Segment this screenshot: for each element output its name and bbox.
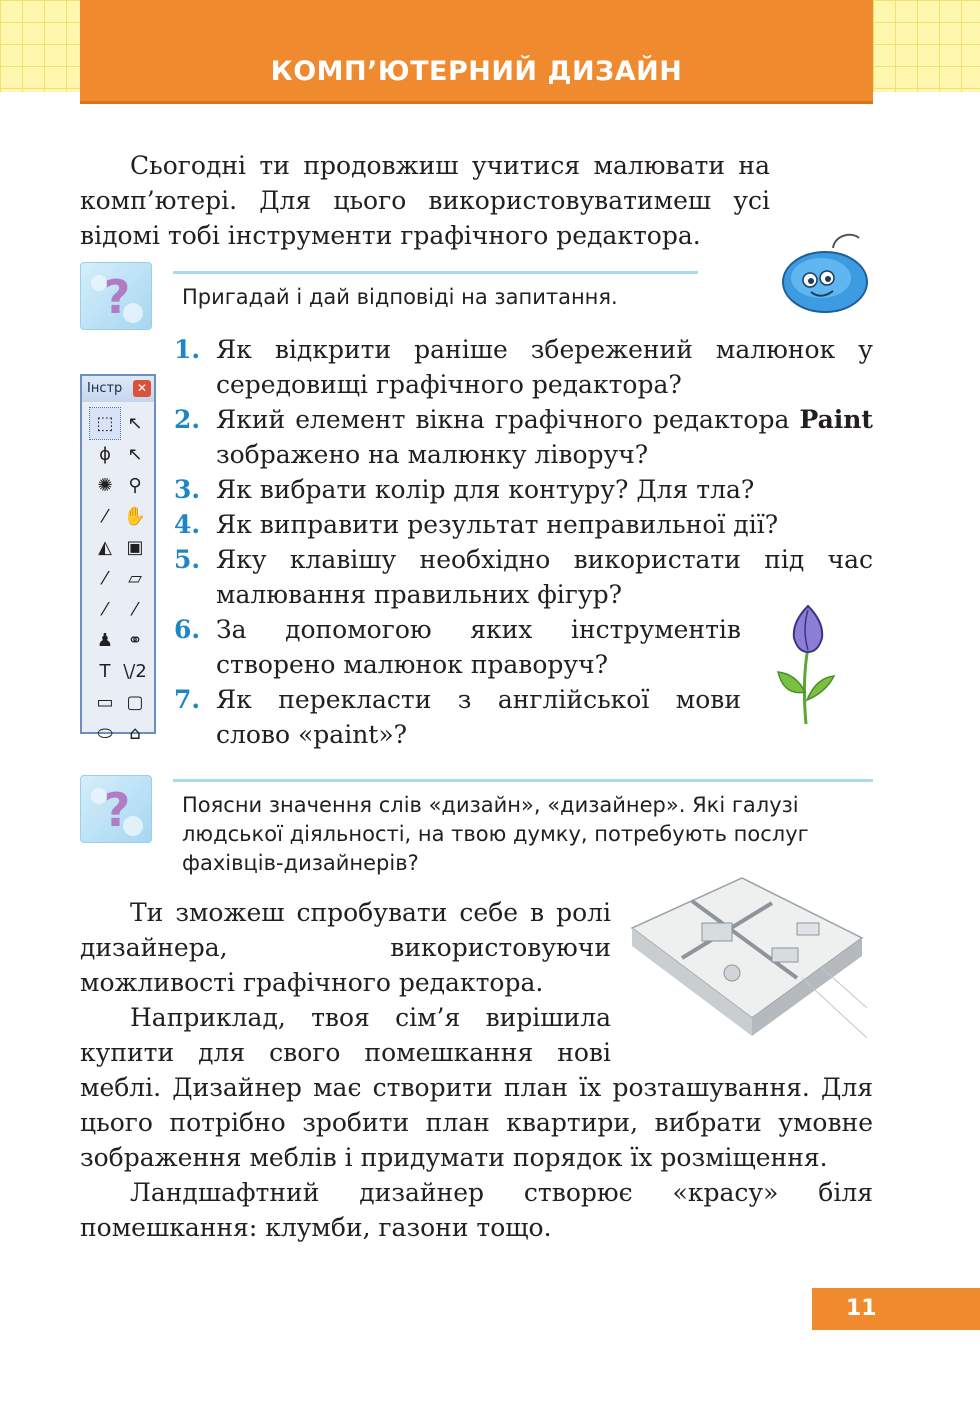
svg-text:?: ? — [103, 783, 131, 837]
select-rect-icon — [90, 408, 120, 439]
frame-icon-glyph: ▣ — [126, 536, 144, 558]
list-item — [174, 542, 873, 612]
hand-icon-glyph: ✋ — [123, 505, 147, 527]
stamp-icon — [90, 625, 120, 656]
pointer-plus-icon — [120, 439, 150, 470]
question-number: 2. — [174, 405, 201, 434]
magic-select-icon — [90, 470, 120, 501]
pointer-icon — [120, 408, 150, 439]
wand-icon-glyph: ⁄ — [103, 505, 107, 527]
question-text: Яку клавішу необхідно використати під час малювання правильних фігур? — [216, 545, 873, 609]
list-item — [174, 507, 873, 542]
stamp-icon-glyph: ♟ — [96, 629, 114, 651]
body-text — [80, 895, 873, 1245]
question-text: Як перекласти з англійської мови слово «paint»? — [216, 685, 741, 749]
brush-icon — [90, 563, 120, 594]
svg-text:?: ? — [103, 270, 131, 324]
grid-decoration-right — [873, 0, 980, 92]
question-number: 7. — [174, 685, 201, 714]
question-number: 1. — [174, 335, 201, 364]
intro-paragraph — [80, 148, 873, 253]
question-text: Як виправити результат неправильної дії? — [216, 510, 779, 539]
zoom-icon — [120, 470, 150, 501]
question-text: Як вибрати колір для контуру? Для тла? — [216, 475, 755, 504]
question-number: 4. — [174, 510, 201, 539]
pointer-plus-icon-glyph: ↖ — [127, 443, 143, 465]
magic-select-icon-glyph: ✺ — [97, 474, 113, 496]
frame-icon — [120, 532, 150, 563]
list-item — [174, 402, 873, 472]
task-rule-1 — [173, 271, 698, 274]
question-number: 3. — [174, 475, 201, 504]
question-text: Який елемент вікна графічного редактора — [216, 405, 800, 434]
question-number: 6. — [174, 615, 201, 644]
text-icon — [90, 656, 120, 687]
chapter-title: КОМП’ЮТЕРНИЙ ДИЗАЙН — [270, 56, 683, 87]
ellipse-icon-glyph: ⬭ — [97, 722, 113, 744]
rectangle-icon-glyph: ▭ — [96, 691, 114, 713]
body-paragraph-1: Ти зможеш спробувати себе в ролі дизайнера, використовуючи можливості графічного редактора. — [80, 898, 611, 997]
task-rule-2 — [173, 779, 873, 782]
text-icon-glyph: T — [99, 660, 111, 682]
zoom-icon-glyph: ⚲ — [128, 474, 142, 496]
mouse-mascot-icon — [775, 228, 875, 320]
list-item — [174, 472, 873, 507]
ellipse-icon — [90, 718, 120, 749]
list-item — [174, 612, 741, 682]
pencil-icon — [90, 594, 120, 625]
toolbox-grid — [90, 408, 150, 749]
paint-term: Paint — [799, 405, 873, 434]
wand-icon — [90, 501, 120, 532]
intro-text: Сьогодні ти продовжиш учитися малювати на комп’ютері. Для цього використовуватимеш усі відомі тобі інструменти графічного редактора. — [80, 151, 770, 250]
freeform-icon — [120, 718, 150, 749]
rectangle-icon — [90, 687, 120, 718]
eraser-icon-glyph: ▱ — [128, 567, 142, 589]
line-icon-glyph: \/2 — [123, 660, 147, 682]
task-2-text: Поясни значення слів «дизайн», «дизайнер». Які галузі людської діяльності, на твою думку, потребують послуг фахівців-дизайнерів? — [182, 793, 809, 875]
lasso-icon — [90, 439, 120, 470]
page-number: 11 — [846, 1296, 877, 1321]
chapter-header — [80, 0, 873, 104]
freeform-icon-glyph: ⌂ — [129, 722, 141, 744]
question-number: 5. — [174, 545, 201, 574]
grid-decoration-left — [0, 0, 80, 92]
body-paragraph-3: Ландшафтний дизайнер створює «красу» біля помешкання: клумби, газони тощо. — [80, 1178, 873, 1242]
task-1-text: Пригадай і дай відповіді на запитання. — [182, 285, 618, 309]
body-paragraph-2: Наприклад, твоя сім’я вирішила купити для свого помешкання нові меблі. Дизайнер має створити план їх розташування. Для цього потрібно зробити план квартири, вибрати умовне зображення меблів і придумати порядок їх розміщення. — [80, 1003, 873, 1172]
fill-bucket-icon — [90, 532, 120, 563]
toolbox-title: Інстр — [82, 376, 154, 402]
pointer-icon-glyph: ↖ — [127, 412, 143, 434]
paint-toolbox-image — [80, 374, 156, 744]
question-list — [174, 332, 873, 752]
list-item — [174, 682, 741, 752]
question-icon — [80, 775, 152, 843]
question-text: Як відкрити раніше збережений малюнок у середовищі графічного редактора? — [216, 335, 873, 399]
list-item — [174, 332, 873, 402]
eyedropper-icon — [120, 594, 150, 625]
rounded-rect-icon-glyph: ▢ — [126, 691, 144, 713]
hand-icon — [120, 501, 150, 532]
page-number-tab — [812, 1288, 980, 1330]
rounded-rect-icon — [120, 687, 150, 718]
select-rect-icon-glyph: ⬚ — [96, 412, 114, 434]
fill-bucket-icon-glyph: ◭ — [98, 536, 112, 558]
pencil-icon-glyph: ⁄ — [103, 598, 107, 620]
molecule-icon-glyph: ⚭ — [127, 629, 143, 651]
question-text: За допомогою яких інструментів створено малюнок праворуч? — [216, 615, 741, 679]
eyedropper-icon-glyph: ⁄ — [133, 598, 137, 620]
question-icon — [80, 262, 152, 330]
line-icon — [120, 656, 150, 687]
close-icon: ✕ — [133, 380, 151, 397]
eraser-icon — [120, 563, 150, 594]
flower-drawing-image — [772, 600, 844, 728]
question-text: зображено на малюнку ліворуч? — [216, 440, 649, 469]
lasso-icon-glyph: ϕ — [99, 443, 111, 465]
brush-icon-glyph: ⁄ — [103, 567, 107, 589]
molecule-icon — [120, 625, 150, 656]
